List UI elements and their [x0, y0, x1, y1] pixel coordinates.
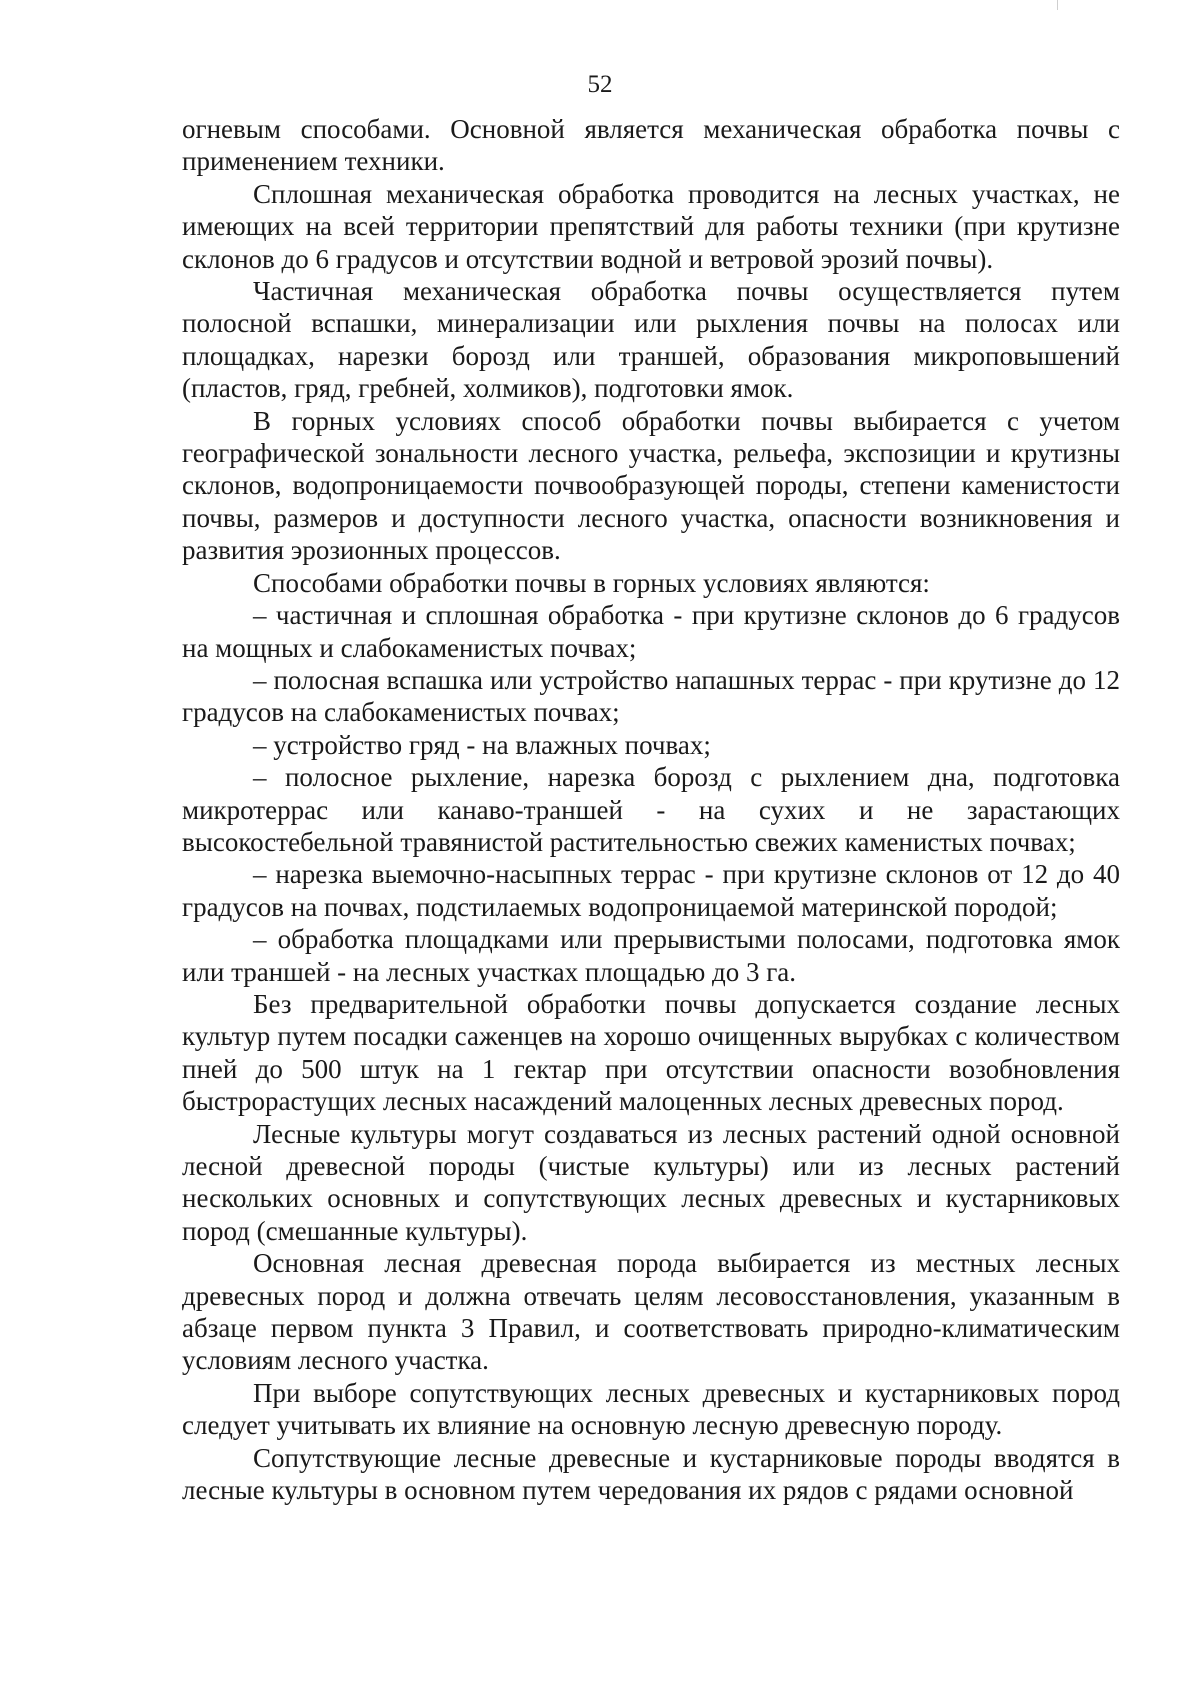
paragraph: В горных условиях способ обработки почвы выбирается с учетом географической зональности лесного участка, рельефа, экспозиции и крутизны склонов, водопроницаемости почвообразующей породы, степени каменистости почвы, размеров и доступности лесного участка, опасности возникновения и развития эрозионных процессов. [182, 405, 1120, 566]
document-body [182, 113, 1120, 1506]
paragraph: Способами обработки почвы в горных условиях являются: [253, 567, 930, 598]
paragraph: Основная лесная древесная порода выбирается из местных лесных древесных пород и должна отвечать целям лесовосстановления, указанным в абзаце первом пункта 3 Правил, и соответствовать природно-климатическим условиям лесного участка. [182, 1248, 1120, 1376]
page-number: 52 [587, 71, 613, 98]
paragraph: Сопутствующие лесные древесные и кустарниковые породы вводятся в лесные культуры в основном путем чередования их рядов с рядами основной [182, 1442, 1120, 1506]
list-item: – нарезка выемочно-насыпных террас - при крутизне склонов от 12 до 40 градусов на почвах, подстилаемых водопроницаемой материнской породой; [182, 859, 1120, 922]
list-item: – частичная и сплошная обработка - при крутизне склонов до 6 градусов на мощных и слабокаменистых почвах; [182, 600, 1120, 663]
list-item: – полосная вспашка или устройство напашных террас - при крутизне до 12 градусов на слабокаменистых почвах; [182, 664, 1120, 728]
scan-artifact [1057, 0, 1058, 10]
paragraph: Лесные культуры могут создаваться из лесных растений одной основной лесной древесной породы (чистые культуры) или из лесных растений нескольких основных и сопутствующих лесных древесных и кустарниковых пород (смешанные культуры). [182, 1118, 1120, 1246]
paragraph-continuation: огневым способами. Основной является механическая обработка почвы с применением техники. [182, 114, 1120, 177]
paragraph: При выборе сопутствующих лесных древесных и кустарниковых пород следует учитывать их влияние на основную лесную древесную породу. [182, 1377, 1120, 1441]
list-item: – устройство гряд - на влажных почвах; [253, 729, 711, 760]
paragraph: Без предварительной обработки почвы допускается создание лесных культур путем посадки саженцев на хорошо очищенных вырубках с количеством пней до 500 штук на 1 гектар при отсутствии опасности возобновления быстрорастущих лесных насаждений малоценных лесных древесных пород. [182, 988, 1120, 1117]
list-item: – обработка площадками или прерывистыми полосами, подготовка ямок или траншей - на лесных участках площадью до 3 га. [182, 924, 1120, 987]
list-item: – полосное рыхление, нарезка борозд с рыхлением дна, подготовка микротеррас или канаво-траншей - на сухих и не зарастающих высокостебельной травянистой растительностью свежих каменистых почвах; [182, 762, 1120, 857]
paragraph: Сплошная механическая обработка проводится на лесных участках, не имеющих на всей территории препятствий для работы техники (при крутизне склонов до 6 градусов и отсутствии водной и ветровой эрозий почвы). [182, 178, 1120, 274]
paragraph: Частичная механическая обработка почвы осуществляется путем полосной вспашки, минерализации или рыхления почвы на полосах или площадках, нарезки борозд или траншей, образования микроповышений (пластов, гряд, гребней, холмиков), подготовки ямок. [182, 276, 1120, 404]
